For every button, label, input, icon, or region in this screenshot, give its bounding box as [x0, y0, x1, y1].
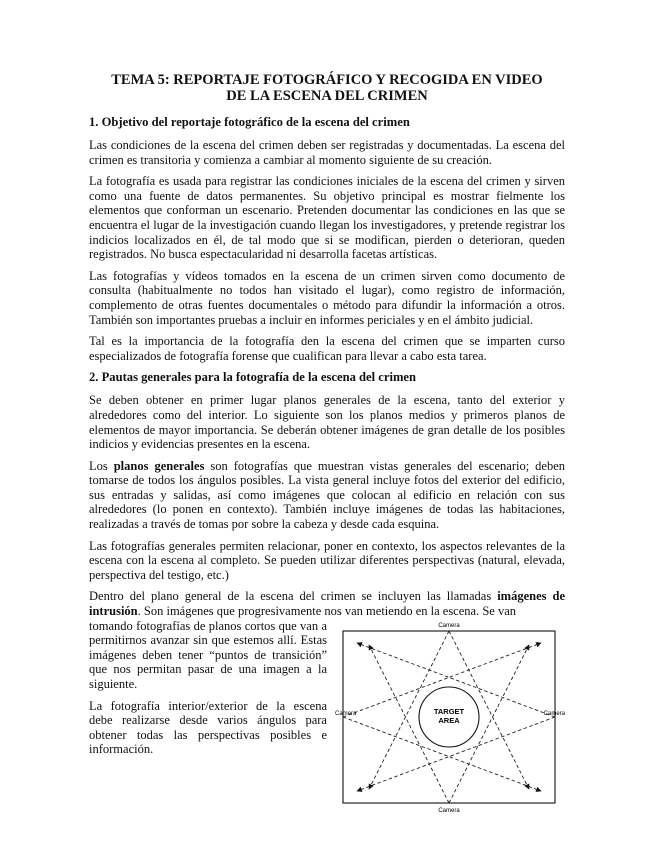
section-2-paragraph-3: Las fotografías generales permiten relacionar, poner en contexto, los aspectos relevantes de la escena con la escena al completo. Se pueden utilizar diferentes perspectivas (natural, elevada, perspectiva del testigo, etc.) — [89, 538, 565, 582]
target-label-line-2: AREA — [438, 715, 460, 725]
paragraph-text: Los — [89, 458, 114, 473]
section-2-heading: 2. Pautas generales para la fotografía de la escena del crimen — [89, 370, 417, 385]
diagram-text-wrap — [89, 618, 565, 814]
section-2-paragraph-5: La fotografía interior/exterior de la escena debe realizarse desde varios ángulos para obtener todas las perspectivas posibles e información. — [89, 698, 327, 757]
camera-label-right: Camera — [543, 710, 565, 717]
paragraph-text: Dentro del plano general de la escena del crimen se incluyen las llamadas — [89, 589, 498, 604]
section-2-paragraph-4 — [89, 589, 565, 618]
section-1-paragraph-1: Las condiciones de la escena del crimen deben ser registradas y documentadas. La escena del crimen es transitoria y comienza a cambiar al momento siguiente de su creación. — [89, 138, 565, 167]
paragraph-text: . Son imágenes que progresivamente nos van metiendo en la escena. Se van — [137, 604, 516, 619]
section-2-paragraph-1: Se deben obtener en primer lugar planos generales de la escena, tanto del exterior y alrededores como del interior. Lo siguiente son los planos medios y primeros planos de elementos de mayor importancia. Se deberán obtener imágenes de gran detalle de los posibles indicios y evidencias presentes en la escena. — [89, 393, 565, 452]
section-1-paragraph-4: Tal es la importancia de la fotografía den la escena del crimen que se imparten curso especializados de fotografía forense que cualifican para llevar a cabo esta tarea. — [89, 334, 565, 363]
section-1-paragraph-3: Las fotografías y vídeos tomados en la escena de un crimen sirven como documento de consulta (habitualmente no todos han visitado el lugar), como registro de información, complemento de otras fuentes documentales o método para difundir la información a otros. También son importantes pruebas a incluir en informes periciales y en el ámbito judicial. — [89, 268, 565, 327]
section-2-paragraph-4-continued: tomando fotografías de planos cortos que van a permitirnos avanzar sin que estemos allí. Estas imágenes deben tener “puntos de transición” que nos permitan pasar de una imagen a la siguiente. — [89, 618, 327, 691]
document-title — [89, 72, 565, 104]
bold-term-planos-generales: planos generales — [113, 458, 205, 473]
title-line-2: DE LA ESCENA DEL CRIMEN — [226, 88, 428, 104]
document-page — [89, 72, 566, 814]
section-1-heading: 1. Objetivo del reportaje fotográfico de la escena del crimen — [89, 115, 410, 129]
section-2-paragraph-2 — [89, 459, 565, 532]
bold-term-imagenes-intrusion: imágenes de intrusión — [89, 589, 565, 619]
camera-positions-diagram — [335, 619, 565, 815]
camera-label-top: Camera — [438, 622, 460, 629]
target-label-line-1: TARGET — [433, 706, 465, 716]
camera-label-left: Camera — [335, 710, 357, 717]
paragraph-text: son fotografías que muestran vistas generales del escenario; deben tomarse de todos los ángulos posibles. La vista general incluye fotos del exterior del edificio, sus entradas y salidas, así como imágenes que colocan al edificio en relación con sus alrededores (lo ponen en contexto). También incluye imágenes de todas las habitaciones, realizadas a través de tomas por sobre la cabeza y desde cada esquina. — [89, 458, 566, 532]
camera-label-bottom: Camera — [438, 807, 460, 814]
title-line-1: TEMA 5: REPORTAJE FOTOGRÁFICO Y RECOGIDA EN VIDEO — [111, 72, 543, 88]
section-1-paragraph-2: La fotografía es usada para registrar las condiciones iniciales de la escena del crimen y sirven como una fuente de datos permanentes. Su objetivo principal es mostrar fielmente los elementos que conforman un escenario. Pretenden documentar las condiciones en las que se encuentra el lugar de la investigación cuando llegan los investigadores, y pretende registrar los indicios localizados en él, de tal modo que si se modifican, pierden o deterioran, queden registrados. No busca espectacularidad ni desarrolla facetas artísticas. — [89, 174, 565, 262]
